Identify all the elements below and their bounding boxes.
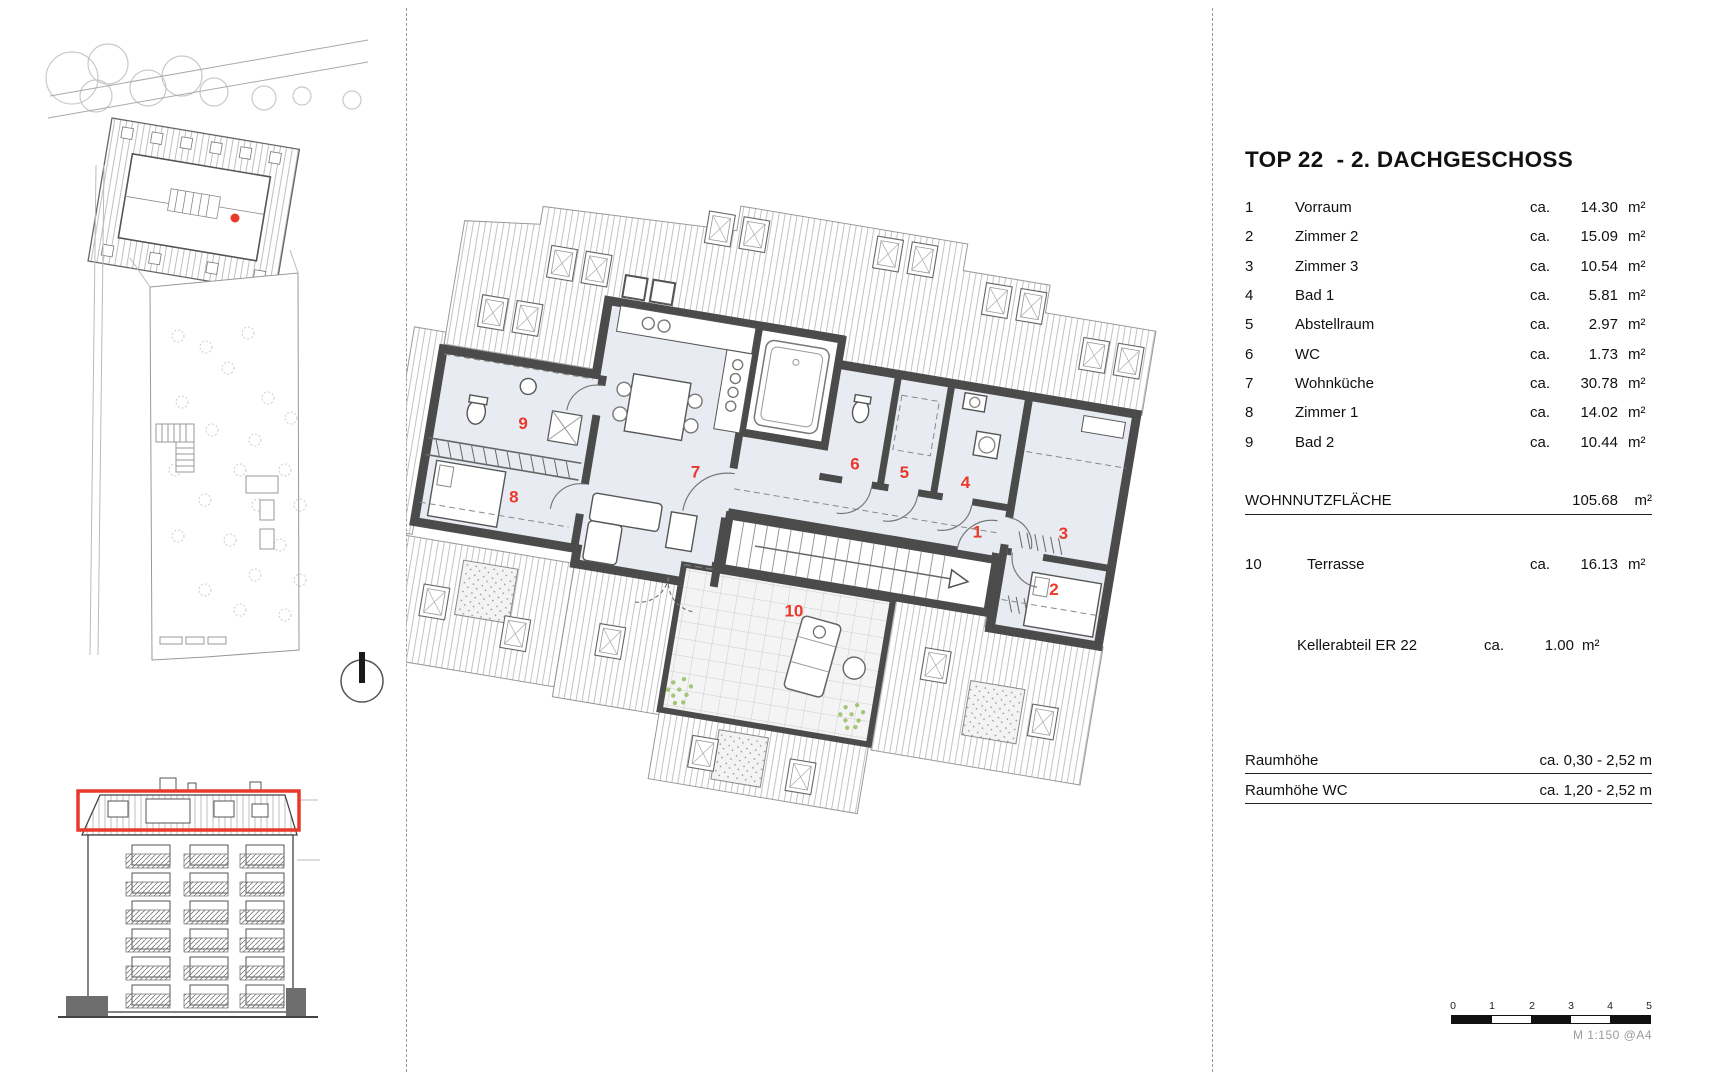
room-number-6: 6 — [850, 454, 860, 474]
unit-label: m² — [1628, 287, 1646, 304]
room-area: 14.02 — [1580, 404, 1618, 421]
room-area: 10.54 — [1580, 258, 1618, 275]
legend-row — [1245, 404, 1652, 421]
legend-row — [1245, 287, 1652, 304]
unit-label: m² — [1628, 199, 1646, 216]
room-name: Zimmer 3 — [1295, 258, 1359, 275]
room-area: 10.44 — [1580, 434, 1618, 451]
room-name: Terrasse — [1307, 556, 1365, 573]
ca-label: ca. — [1530, 258, 1551, 275]
height-value: ca. 0,30 - 2,52 m — [1539, 752, 1652, 769]
room-number-9: 9 — [518, 414, 528, 434]
ca-label: ca. — [1530, 556, 1551, 573]
ca-label: ca. — [1530, 316, 1551, 333]
left-panel-drawings — [0, 0, 406, 1080]
total-value: 105.68 — [1572, 492, 1618, 509]
room-number-4: 4 — [960, 473, 971, 493]
unit-label: m² — [1628, 434, 1646, 451]
legend-row — [1245, 434, 1652, 451]
ca-label: ca. — [1530, 287, 1551, 304]
ca-label: ca. — [1530, 375, 1551, 392]
ground-right — [286, 988, 306, 1018]
room-num: 5 — [1245, 316, 1254, 333]
ca-label: ca. — [1530, 199, 1551, 216]
room-num: 3 — [1245, 258, 1254, 275]
room-num: 9 — [1245, 434, 1254, 451]
unit-label: m² — [1628, 556, 1646, 573]
height-label: Raumhöhe — [1245, 752, 1319, 769]
room-name: Wohnküche — [1295, 375, 1374, 392]
room-area: 16.13 — [1580, 556, 1618, 573]
scale-note: M 1:150 @A4 — [1572, 1028, 1652, 1042]
room-name: Zimmer 1 — [1295, 404, 1359, 421]
unit-label: m² — [1628, 258, 1646, 275]
cellar-row — [1245, 637, 1652, 654]
unit-label: m² — [1628, 375, 1646, 392]
scale-tick: 5 — [1646, 1000, 1652, 1012]
room-name: Bad 1 — [1295, 287, 1335, 304]
unit-label: m² — [1582, 637, 1600, 654]
legend-row — [1245, 199, 1652, 216]
room-area: 1.73 — [1588, 346, 1618, 363]
room-area: 30.78 — [1580, 375, 1618, 392]
room-name: Abstellraum — [1295, 316, 1375, 333]
cellar-value: 1.00 — [1544, 637, 1574, 654]
unit-label: m² — [1628, 346, 1646, 363]
room-num: 1 — [1245, 199, 1254, 216]
room-number-5: 5 — [899, 462, 910, 482]
scale-tick: 2 — [1529, 1000, 1535, 1012]
site-plan-building — [88, 118, 299, 292]
room-name: Zimmer 2 — [1295, 228, 1359, 245]
room-num: 7 — [1245, 375, 1254, 392]
bath-box — [742, 326, 843, 446]
unit-label: m² — [1628, 404, 1646, 421]
room-number-2: 2 — [1049, 580, 1059, 600]
room-num: 6 — [1245, 346, 1254, 363]
ca-label: ca. — [1484, 637, 1505, 654]
scale-tick: 3 — [1568, 1000, 1574, 1012]
unit-location-dot — [231, 214, 240, 223]
scale-tick: 4 — [1607, 1000, 1613, 1012]
ca-label: ca. — [1530, 404, 1551, 421]
room-num: 4 — [1245, 287, 1254, 304]
room-number-10: 10 — [784, 601, 804, 621]
height-label: Raumhöhe WC — [1245, 782, 1348, 799]
height-value: ca. 1,20 - 2,52 m — [1539, 782, 1652, 799]
room-area: 15.09 — [1580, 228, 1618, 245]
room-num: 8 — [1245, 404, 1254, 421]
ca-label: ca. — [1530, 228, 1551, 245]
room-number-1: 1 — [972, 522, 983, 542]
legend-row — [1245, 228, 1652, 245]
room-name: Bad 2 — [1295, 434, 1335, 451]
total-area-row — [1245, 492, 1652, 515]
total-label: WOHNNUTZFLÄCHE — [1245, 492, 1392, 509]
floor-plan-drawing — [406, 0, 1216, 1080]
legend-row — [1245, 346, 1652, 363]
ca-label: ca. — [1530, 434, 1551, 451]
cellar-name: Kellerabteil ER 22 — [1297, 637, 1418, 654]
ground-left — [66, 996, 108, 1018]
legend-row — [1245, 258, 1652, 275]
room-number-3: 3 — [1058, 523, 1069, 543]
room-num: 2 — [1245, 228, 1254, 245]
room-num: 10 — [1245, 556, 1262, 573]
room-area: 2.97 — [1588, 316, 1618, 333]
page-title: TOP 22 - 2. DACHGESCHOSS — [1245, 147, 1574, 172]
room-area: 14.30 — [1580, 199, 1618, 216]
unit-label: m² — [1628, 316, 1646, 333]
room-number-7: 7 — [690, 462, 701, 482]
unit-label: m² — [1628, 228, 1646, 245]
site-trees — [46, 44, 361, 112]
legend-row — [1245, 375, 1652, 392]
scale-tick: 0 — [1450, 1000, 1456, 1012]
room-height-wc-row — [1245, 782, 1652, 804]
room-name: WC — [1295, 346, 1320, 363]
total-unit: m² — [1634, 492, 1652, 509]
scale-bar-segments — [1451, 1015, 1651, 1024]
north-arrow-icon — [341, 652, 383, 702]
room-height-row — [1245, 752, 1652, 774]
room-name: Vorraum — [1295, 199, 1352, 216]
room-number-8: 8 — [509, 487, 519, 507]
ca-label: ca. — [1530, 346, 1551, 363]
legend-row — [1245, 316, 1652, 333]
building-elevation — [58, 778, 320, 1018]
room-area: 5.81 — [1588, 287, 1618, 304]
scale-tick: 1 — [1489, 1000, 1495, 1012]
terrace-row — [1245, 556, 1652, 573]
